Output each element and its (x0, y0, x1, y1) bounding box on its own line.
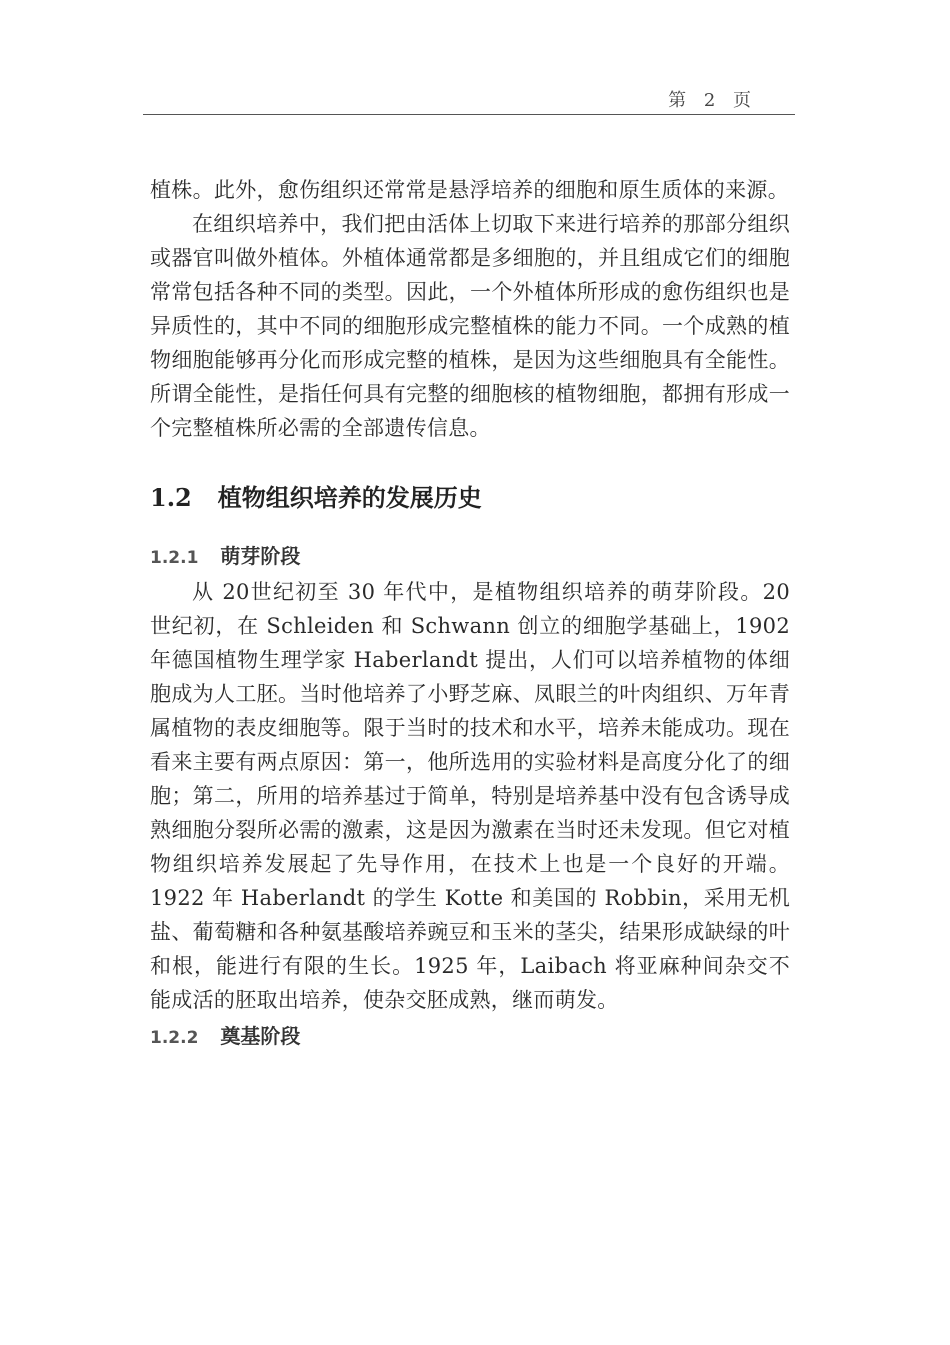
document-body (150, 173, 790, 1055)
paragraph-germination-stage: 从 20世纪初至 30 年代中，是植物组织培养的萌芽阶段。20 世纪初，在 Schleiden 和 Schwann 创立的细胞学基础上，1902 年德国植物生理学家 Haberlandt 提出，人们可以培养植物的体细胞成为人工胚。当时他培养了小野芝麻、凤眼兰的叶肉组织、万年青属植物的表皮细胞等。限于当时的技术和水平，培养未能成功。现在看来主要有两点原因：第一，他所选用的实验材料是高度分化了的细胞；第二，所用的培养基过于简单，特别是培养基中没有包含诱导成熟细胞分裂所必需的激素，这是因为激素在当时还未发现。但它对植物组织培养发展起了先导作用，在技术上也是一个良好的开端。 1922 年 Haberlandt 的学生 Kotte 和美国的 Robbin，采用无机盐、葡萄糖和各种氨基酸培养豌豆和玉米的茎尖，结果形成缺绿的叶和根，能进行有限的生长。1925 年，Laibach 将亚麻种间杂交不能成活的胚取出培养，使杂交胚成熟，继而萌发。 (150, 580, 790, 1012)
section-title: 植物组织培养的发展历史 (217, 483, 482, 512)
page-header (143, 86, 795, 115)
subsection-title: 奠基阶段 (220, 1024, 301, 1048)
section-heading (150, 481, 790, 515)
subsection-heading-2 (150, 1019, 790, 1055)
paragraph-explant: 在组织培养中，我们把由活体上切取下来进行培养的那部分组织或器官叫做外植体。外植体通常都是多细胞的，并且组成它们的细胞常常包括各种不同的类型。因此，一个外植体所形成的愈伤组织也是异质性的，其中不同的细胞形成完整植株的能力不同。一个成熟的植物细胞能够再分化而形成完整的植株，是因为这些细胞具有全能性。所谓全能性，是指任何具有完整的细胞核的植物细胞，都拥有形成一个完整植株所必需的全部遗传信息。 (150, 212, 790, 440)
subsection-number: 1.2.1 (150, 548, 199, 568)
section-number: 1.2 (150, 483, 192, 512)
subsection-heading-1 (150, 539, 790, 575)
subsection-title: 萌芽阶段 (220, 544, 301, 568)
subsection-number: 1.2.2 (150, 1028, 199, 1048)
paragraph-continuation: 植株。此外，愈伤组织还常常是悬浮培养的细胞和原生质体的来源。 (150, 178, 789, 202)
page-number: 第 2 页 (668, 90, 757, 111)
